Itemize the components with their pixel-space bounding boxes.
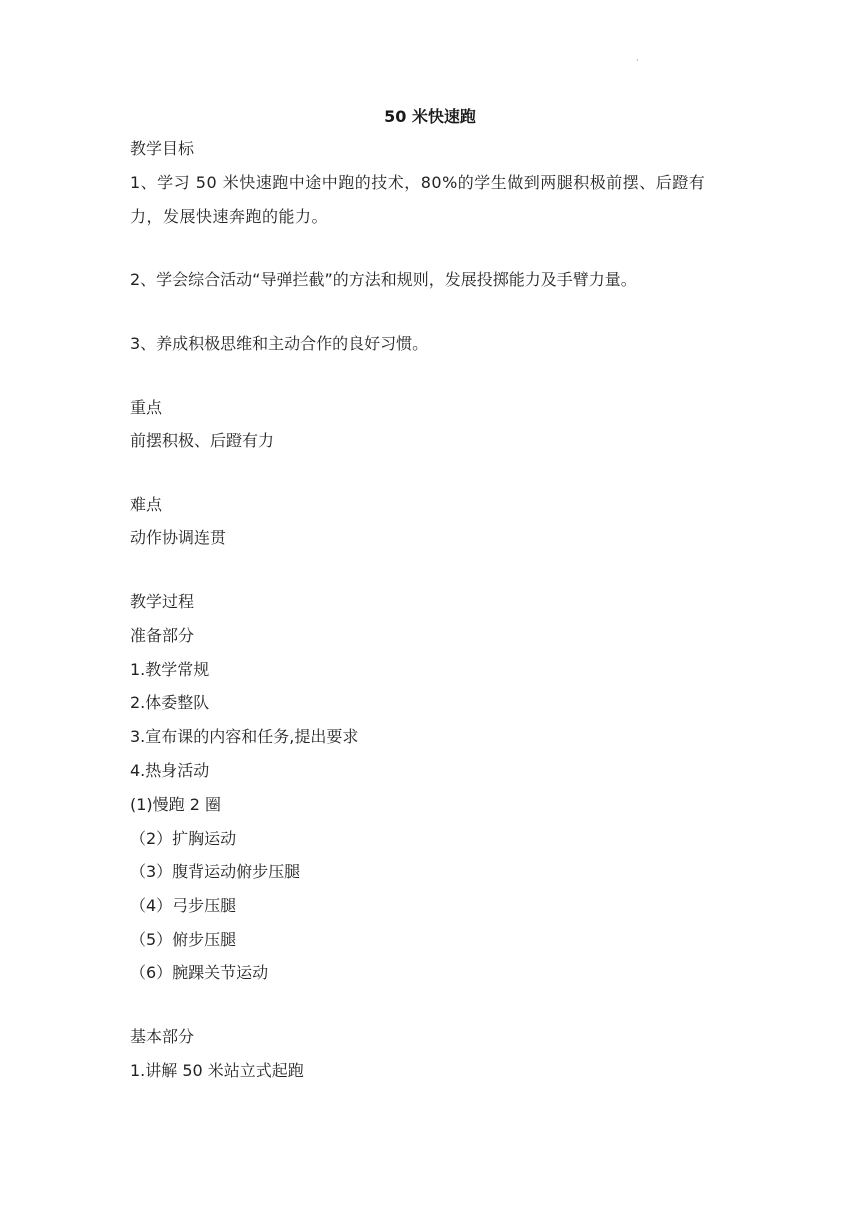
key-point-text: 前摆积极、后蹬有力 [130, 431, 275, 450]
warmup-item: （2）扩胸运动 [130, 829, 237, 848]
process-heading: 教学过程 [130, 592, 195, 611]
objective-3: 3、养成积极思维和主动合作的良好习惯。 [130, 334, 429, 353]
document-title: 50 米快速跑 [384, 107, 476, 126]
objective-1: 1、学习 50 米快速跑中途中跑的技术，80%的学生做到两腿积极前摆、后蹬有力，发展快速奔跑的能力。 [130, 173, 706, 226]
warmup-item: （4）弓步压腿 [130, 896, 237, 915]
key-point-heading: 重点 [130, 398, 163, 417]
list-item: 3.宣布课的内容和任务,提出要求 [130, 727, 359, 746]
warmup-item: （3）腹背运动俯步压腿 [130, 862, 301, 881]
page-marker: · [636, 56, 639, 65]
warmup-item: （5）俯步压腿 [130, 930, 237, 949]
objectives-heading: 教学目标 [130, 139, 195, 158]
basic-heading: 基本部分 [130, 1027, 195, 1046]
warmup-item: (1)慢跑 2 圈 [130, 795, 222, 814]
difficulty-text: 动作协调连贯 [130, 528, 227, 547]
basic-step: 1.讲解 50 米站立式起跑 [130, 1061, 304, 1080]
objective-2: 2、学会综合活动“导弹拦截”的方法和规则，发展投掷能力及手臂力量。 [130, 270, 637, 289]
list-item: 1.教学常规 [130, 660, 210, 679]
list-item: 2.体委整队 [130, 693, 210, 712]
list-item: 4.热身活动 [130, 761, 210, 780]
warmup-item: （6）腕踝关节运动 [130, 963, 269, 982]
prep-heading: 准备部分 [130, 626, 195, 645]
difficulty-heading: 难点 [130, 495, 163, 514]
